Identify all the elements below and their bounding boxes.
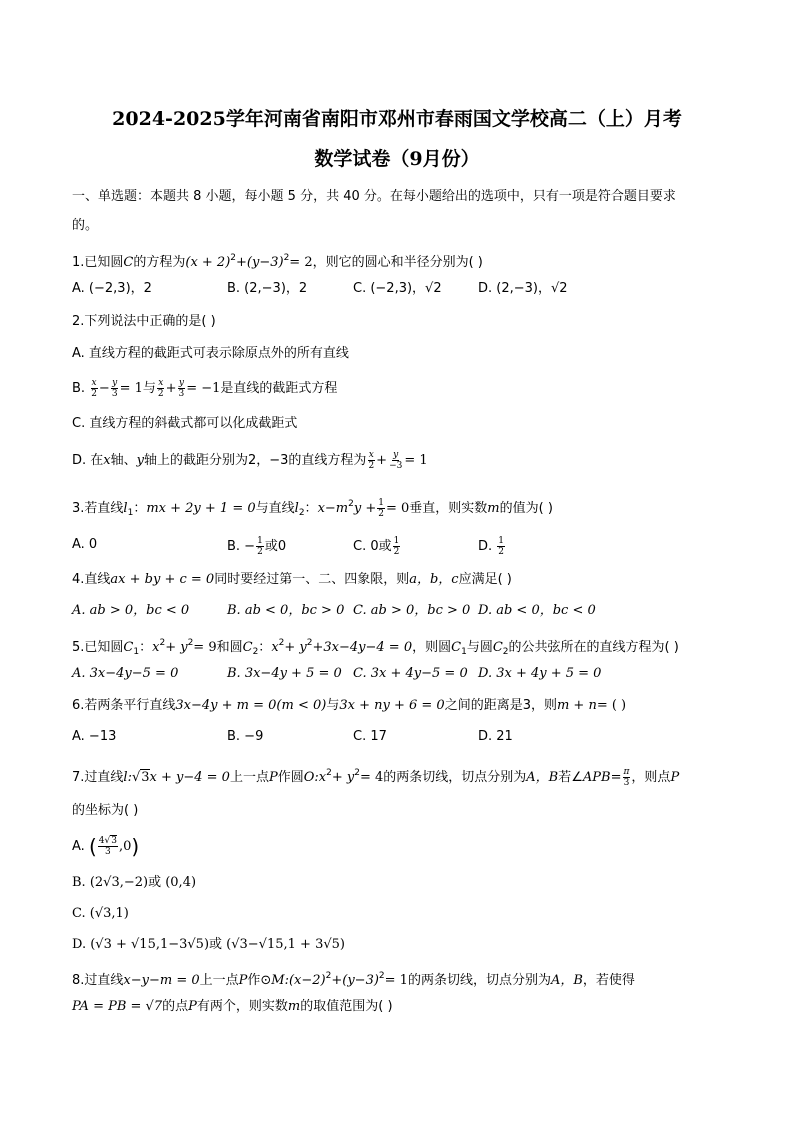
- question-1-option-d: D. (2,−3)，√2: [478, 281, 568, 296]
- question-2-option-a: A. 直线方程的截距式可表示除原点外的所有直线: [72, 346, 349, 361]
- exam-title-line1: 2024-2025学年河南省南阳市邓州市春雨国文学校高二（上）月考: [112, 108, 682, 130]
- section-heading-cont: 的。: [72, 218, 99, 233]
- question-6-option-a: A. −13: [72, 729, 117, 744]
- question-2-stem: 2.下列说法中正确的是( ): [72, 314, 216, 329]
- question-5-option-b: B. 3x−4y + 5 = 0: [227, 666, 342, 681]
- question-3-option-a: A. 0: [72, 537, 98, 552]
- question-6-stem: 6.若两条平行直线3x−4y + m = 0(m < 0)与3x + ny + 6 = 0之间的距离是3，则m + n= ( ): [72, 698, 627, 713]
- question-4-option-a: A. ab > 0，bc < 0: [72, 603, 190, 618]
- question-4-stem: 4.直线ax + by + c = 0同时要经过第一、二、四象限，则a，b，c应满足( ): [72, 572, 512, 587]
- question-7-stem-cont: 的坐标为( ): [72, 803, 139, 818]
- exam-title-line2: 数学试卷（9月份）: [314, 148, 480, 170]
- question-8-stem: 8.过直线x−y−m = 0上一点P作$⊙M:(x-2)^2+(y-3)^2= 1$的两条切线，切点分别为A，B，若使得: [72, 971, 635, 988]
- question-1-option-a: A. (−2,3)，2: [72, 281, 152, 296]
- question-4-option-d: D. ab < 0，bc < 0: [478, 603, 596, 618]
- question-1-stem: 1.已知圆C的方程为$(x + 2)^2+(y-3)^2= 2$，则它的圆心和半径分别为( ): [72, 253, 483, 270]
- question-4-option-b: B. ab < 0，bc > 0: [227, 603, 345, 618]
- question-3-option-d: D. $\frac{1}{2}$: [478, 536, 505, 557]
- question-5-stem: 5.已知圆$C_1$：$x^2+ y^2= 9$和圆$C_2$：$x^2+ y^2+3x-4y-4 = 0$，则圆$C_1$与圆$C_2$的公共弦所在的直线方程为( ): [72, 638, 679, 657]
- question-6-option-d: D. 21: [478, 729, 513, 744]
- question-7-option-a: A. ( $\frac{4√3}{3}$ ,0): [72, 834, 140, 859]
- question-6-option-b: B. −9: [227, 729, 264, 744]
- question-3-option-b: B. − $\frac{1}{2}$ 或0: [227, 536, 287, 557]
- question-3-stem: 3.若直线$l_1$：mx + 2y + 1 = 0与直线$l_2$：$x-m^2y$ + $\frac{1}{2}$ = 0垂直，则实数m的值为( ): [72, 498, 553, 519]
- question-1-option-c: C. (−2,3)，√2: [353, 281, 442, 296]
- question-2-option-d: D. 在x轴、y轴上的截距分别为2，−3的直线方程为 $\frac{x}{2}$ + $\frac{y}{-3}$ = 1: [72, 450, 428, 471]
- question-3-option-c: C. 0或 $\frac{1}{2}$: [353, 536, 400, 557]
- question-2-option-b: B. $\frac{x}{2}$ − $\frac{y}{3}$ = 1与 $\frac{x}{2}$ + $\frac{y}{3}$ = −1是直线的截距式方程: [72, 378, 338, 399]
- question-7-option-c: C. (√3,1): [72, 906, 129, 921]
- question-7-stem: 7.过直线l:√3x + y−4 = 0上一点P作圆$O:x^2+ y^2= 4$的两条切线，切点分别为A，B若∠APB= $\frac{\pi}{3}$ ，则点P: [72, 767, 680, 788]
- question-8-stem-cont: PA = PB = √7的点P有两个，则实数m的取值范围为( ): [72, 999, 393, 1014]
- question-4-option-c: C. ab > 0，bc > 0: [353, 603, 471, 618]
- question-7-option-b: B. (2√3,−2)或 (0,4): [72, 875, 197, 890]
- question-5-option-c: C. 3x + 4y−5 = 0: [353, 666, 468, 681]
- question-5-option-a: A. 3x−4y−5 = 0: [72, 666, 179, 681]
- question-5-option-d: D. 3x + 4y + 5 = 0: [478, 666, 602, 681]
- question-1-option-b: B. (2,−3)，2: [227, 281, 308, 296]
- question-7-option-d: D. (√3 + √15,1−3√5)或 (√3−√15,1 + 3√5): [72, 937, 345, 952]
- question-6-option-c: C. 17: [353, 729, 387, 744]
- question-2-option-c: C. 直线方程的斜截式都可以化成截距式: [72, 416, 298, 431]
- section-heading: 一、单选题：本题共 8 小题，每小题 5 分，共 40 分。在每小题给出的选项中，只有一项是符合题目要求: [72, 189, 676, 204]
